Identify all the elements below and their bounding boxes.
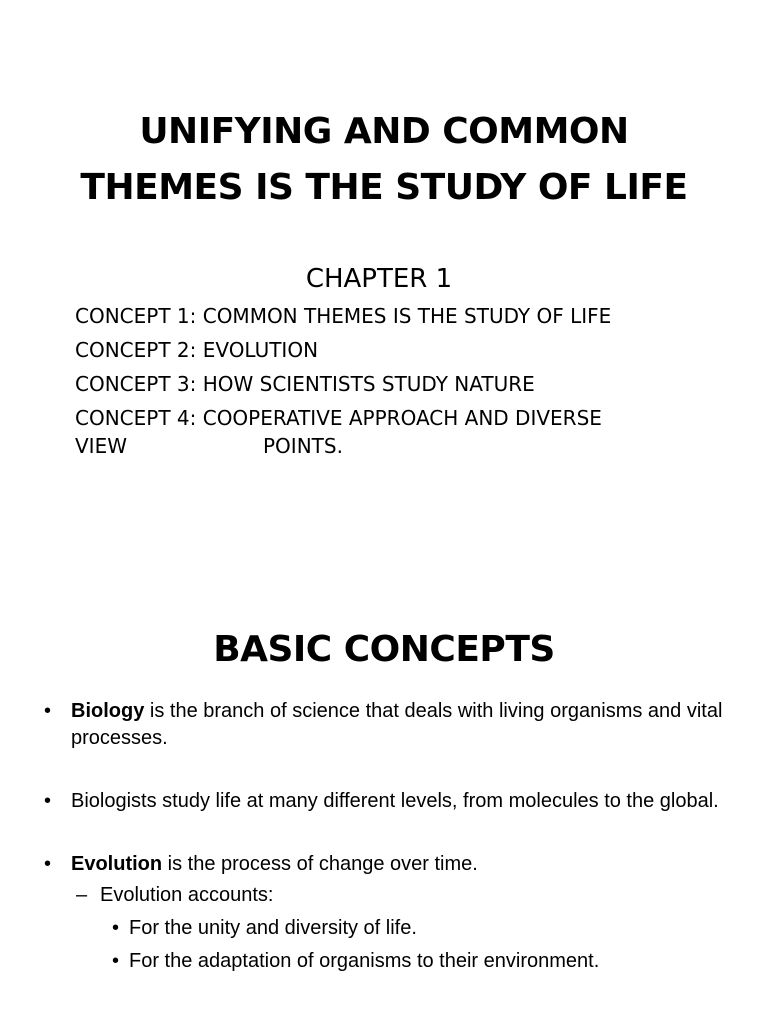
slide-basic-concepts [0,512,768,1024]
bullet-biologists [0,788,768,815]
bullet-icon: • [44,790,52,812]
bullet-evolution-term: Evolution [71,853,163,875]
sub-sub-item-text: For the adaptation of organisms to their environment. [129,950,600,972]
bullet-icon: • [112,917,120,939]
bullet-biology [0,698,768,752]
basic-concepts-title: BASIC CONCEPTS [213,629,555,670]
sub-item-evolution-accounts [0,882,768,909]
chapter-heading: CHAPTER 1 [305,264,453,294]
bullet-biology-text: is the branch of science that deals with living organisms and vital processes. [71,700,723,749]
bullet-evolution [0,851,768,878]
concept-4-line-2 [75,432,675,460]
bullet-icon: • [44,700,52,722]
concept-list [75,302,675,466]
sub-sub-item-unity [0,915,768,942]
concept-item-3: CONCEPT 3: HOW SCIENTISTS STUDY NATURE [75,372,535,396]
concept-item-2: CONCEPT 2: EVOLUTION [75,338,319,362]
bullet-evolution-text: is the process of change over time. [162,853,478,875]
sub-sub-item-adaptation [0,948,768,975]
sub-sub-item-text: For the unity and diversity of life. [129,917,417,939]
concept-4-view: VIEW [75,434,127,458]
concept-4-line-1: CONCEPT 4: COOPERATIVE APPROACH AND DIVERSE [75,406,602,430]
title-line-1: UNIFYING AND COMMON [139,111,629,152]
concept-item-4 [75,404,675,460]
bullet-list [0,698,768,975]
dash-icon: – [76,884,88,906]
bullet-biology-term: Biology [71,700,145,722]
title-line-2: THEMES IS THE STUDY OF LIFE [80,167,688,208]
bullet-icon: • [112,950,120,972]
bullet-biologists-text: Biologists study life at many different levels, from molecules to the global. [71,790,719,812]
bullet-icon: • [44,853,52,875]
sub-item-text: Evolution accounts: [100,884,274,906]
concept-4-points: POINTS. [263,434,343,458]
slide-main-title [0,104,768,216]
concept-item-1: CONCEPT 1: COMMON THEMES IS THE STUDY OF LIFE [75,304,612,328]
